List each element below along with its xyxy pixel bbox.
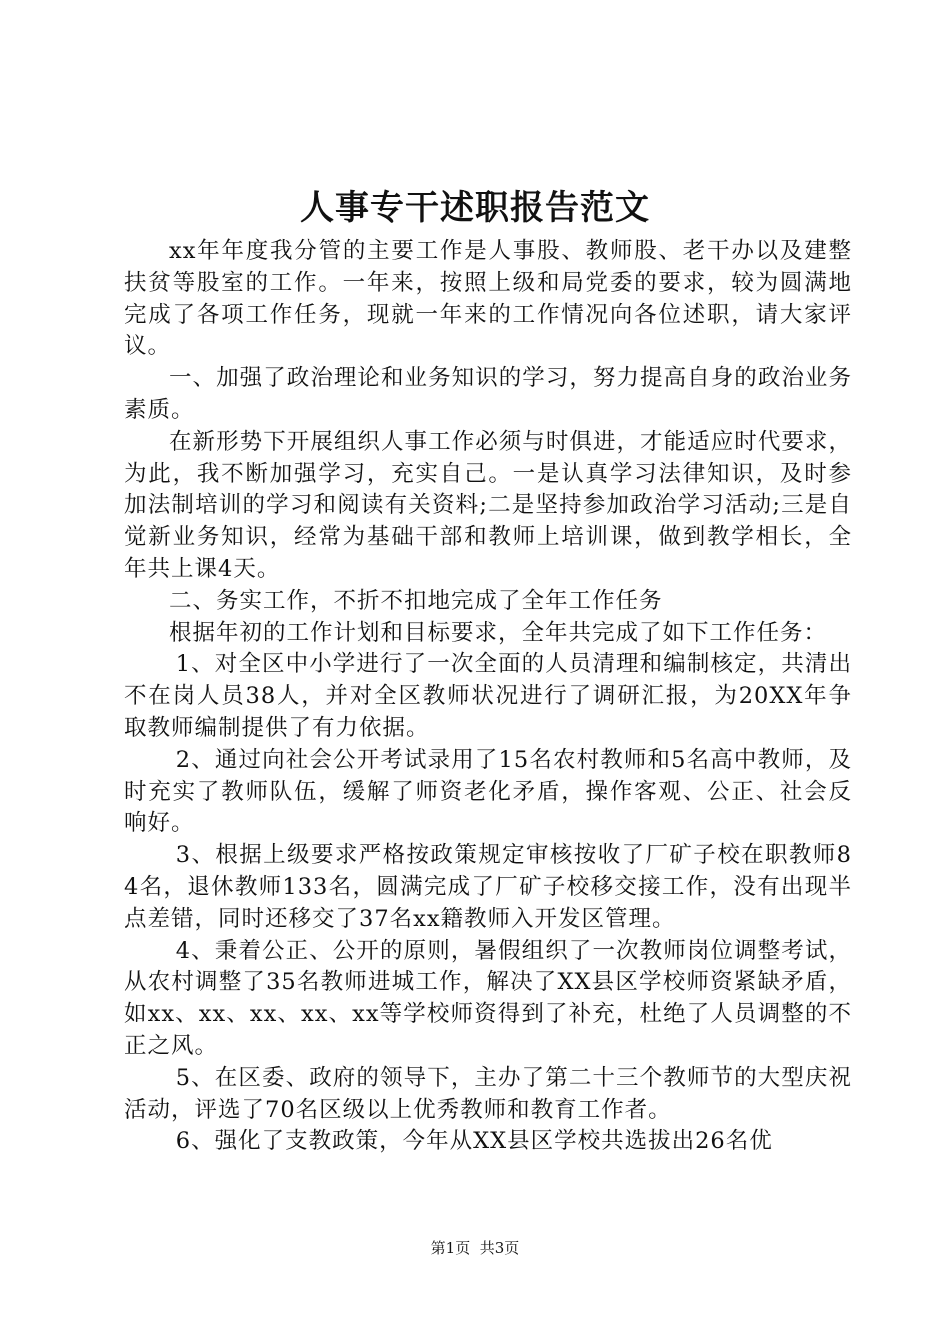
list-item: 5、在区委、政府的领导下，主办了第二十三个教师节的大型庆祝活动，评选了70名区级以上优秀教师和教育工作者。: [124, 1064, 852, 1123]
footer-separator: [470, 1239, 480, 1257]
intro-paragraph: xx年年度我分管的主要工作是人事股、教师股、老干办以及建整扶贫等股室的工作。一年来，按照上级和局党委的要求，较为圆满地完成了各项工作任务，现就一年来的工作情况向各位述职，请大家评议。: [124, 238, 852, 360]
list-item: 3、根据上级要求严格按政策规定审核按收了厂矿子校在职教师84名，退休教师133名，圆满完成了厂矿子校移交接工作，没有出现半点差错，同时还移交了37名xx籍教师入开发区管理。: [124, 842, 852, 932]
page-total: 共3页: [479, 1239, 520, 1257]
section-heading-2: 二、务实工作，不折不扣地完成了全年工作任务: [169, 587, 663, 614]
section-2-intro-paragraph: 根据年初的工作计划和目标要求，全年共完成了如下工作任务：: [169, 619, 828, 646]
list-item: 1、对全区中小学进行了一次全面的人员清理和编制核定，共清出不在岗人员38人，并对全区教师状况进行了调研汇报，为20XX年争取教师编制提供了有力依据。: [124, 651, 852, 741]
section-heading-1: 一、加强了政治理论和业务知识的学习，努力提高自身的政治业务素质。: [124, 365, 852, 423]
page-number: 第1页: [430, 1239, 471, 1257]
document-body: [124, 236, 852, 1158]
section-1-paragraph: 在新形势下开展组织人事工作必须与时俱进，才能适应时代要求，为此，我不断加强学习，充实自己。一是认真学习法律知识，及时参加法制培训的学习和阅读有关资料;二是坚持参加政治学习活动;三是自觉新业务知识，经常为基础干部和教师上培训课，做到教学相长，全年共上课4天。: [124, 428, 852, 582]
document-title: 人事专干述职报告范文: [300, 188, 650, 228]
list-item: 6、强化了支教政策，今年从XX县区学校共选拔出26名优: [175, 1128, 773, 1155]
page-footer: [0, 1238, 950, 1258]
list-item: 2、通过向社会公开考试录用了15名农村教师和5名高中教师，及时充实了教师队伍，缓解了师资老化矛盾，操作客观、公正、社会反响好。: [124, 746, 852, 837]
list-item: 4、秉着公正、公开的原则，暑假组织了一次教师岗位调整考试，从农村调整了35名教师进城工作，解决了XX县区学校师资紧缺矛盾，如xx、xx、xx、xx、xx等学校师资得到了补充，杜绝了人员调整的不正之风。: [124, 937, 852, 1059]
